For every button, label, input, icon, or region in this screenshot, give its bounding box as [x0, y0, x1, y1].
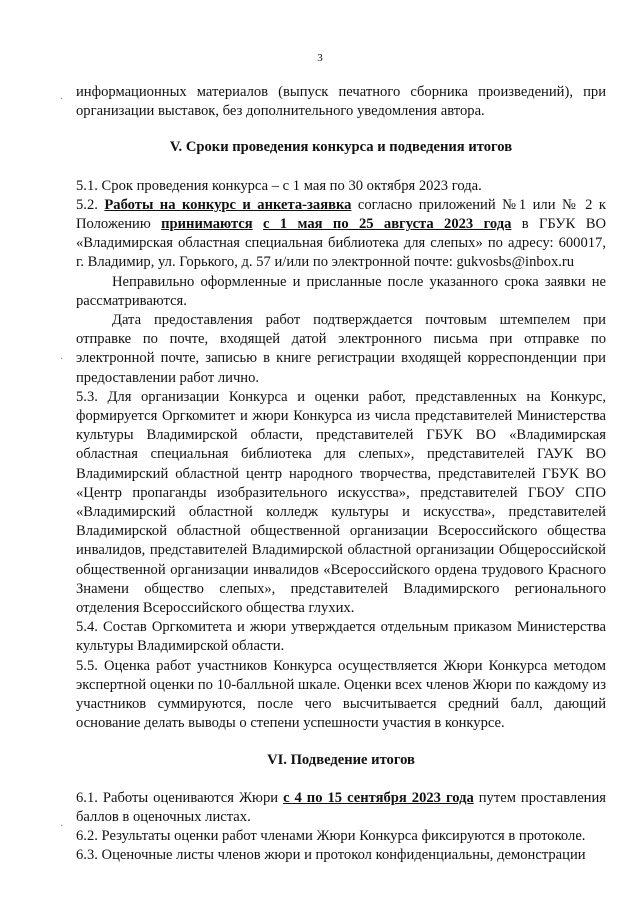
- submission-date-paragraph: Дата предоставления работ подтверждается почтовым штемпелем при отправке по почте, входящей датой электронного письма при отправке по электронной почте, записью в книге регистрации входящей корреспонденции при предоставлении работ лично.: [76, 312, 606, 386]
- clause-5-2-works: Работы на конкурс и анкета-заявка: [104, 196, 352, 213]
- clause-5-1: 5.1. Срок проведения конкурса – с 1 мая по 30 октября 2023 года.: [76, 177, 482, 194]
- clause-5-2-dates: с 1 мая по 25 августа 2023 года: [263, 216, 512, 233]
- clause-5-2: [76, 196, 606, 273]
- clause-5-2-accepted: принимаются: [161, 216, 253, 233]
- clause-6-1-prefix: 6.1. Работы оцениваются Жюри: [76, 789, 284, 806]
- clause-5-4: 5.4. Состав Оргкомитета и жюри утверждается отдельным приказом Министерства культуры Владимирской области.: [76, 619, 606, 655]
- section-vi-title: VI. Подведение итогов: [267, 751, 415, 768]
- page-number: 3: [317, 52, 323, 64]
- clause-6-1-rest: путем проставления баллов в оценочных листах.: [76, 789, 606, 825]
- clause-5-3: 5.3. Для организации Конкурса и оценки работ, представленных на Конкурс, формируется Оргкомитет и жюри Конкурса из числа представителей Министерства культуры Владимирской области, представителей ГБУК ВО «Владимирская областная специальная библиотека для слепых», представителей ГАУК ВО Владимирский областной центр народного творчества, представителей ГБУК ВО «Центр пропаганды изобразительного искусства», представителей ГБОУ СПО «Владимирский областной колледж культуры и искусства», представителей Владимирской областной общественной организации Всероссийского общества инвалидов, представителей Владимирской областной организации Общероссийской общественной организации инвалидов «Всероссийского ордена трудового Красного Знамени общество слепых», представителей Владимирского регионального отделения Всероссийского общества глухих.: [76, 388, 606, 617]
- section-v-title: V. Сроки проведения конкурса и подведения итогов: [169, 139, 513, 156]
- scan-speck: ·: [60, 94, 64, 105]
- clause-5-2-space: [253, 216, 263, 232]
- clause-5-5: 5.5. Оценка работ участников Конкурса осуществляется Жюри Конкурса методом экспертной оценки по 10-балльной шкале. Оценки всех членов Жюри по каждому из участников суммируются, после чего высчитывается средний балл, дающий основание делать выводы о степени успешности участия в конкурсе.: [76, 657, 606, 732]
- clause-6-2: 6.2. Результаты оценки работ членами Жюри Конкурса фиксируются в протоколе.: [76, 828, 586, 845]
- incorrect-applications-paragraph: Неправильно оформленные и присланные после указанного срока заявки не рассматриваются.: [76, 273, 606, 309]
- intro-paragraph: информационных материалов (выпуск печатного сборника произведений), при организации выставок, без дополнительного уведомления автора.: [76, 84, 606, 120]
- document-body: [76, 83, 606, 866]
- clause-6-1: [76, 789, 606, 827]
- clause-6-3: 6.3. Оценочные листы членов жюри и протокол конфиденциальны, демонстрации: [76, 847, 586, 864]
- scan-speck: ·: [60, 354, 64, 365]
- clause-6-1-dates: с 4 по 15 сентября 2023 года: [283, 789, 474, 806]
- scan-speck: ·: [60, 821, 64, 832]
- clause-5-2-rest: в ГБУК ВО «Владимирская областная специальная библиотека для слепых» по адресу: 600017, г. Владимир, ул. Горького, д. 57 и/или по электронной почте: gukvosbs@inbox.ru: [76, 216, 606, 271]
- clause-5-2-number: 5.2.: [76, 196, 105, 213]
- clause-5-2-mid: согласно приложений №1 или № 2 к Положению: [76, 196, 606, 233]
